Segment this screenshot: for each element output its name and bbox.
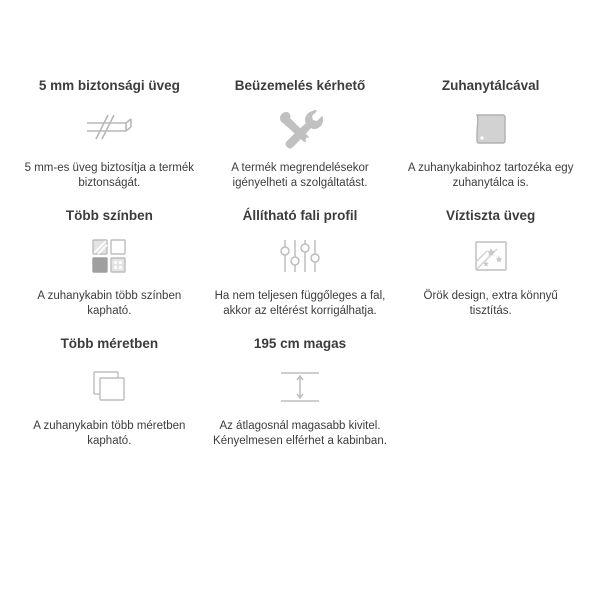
feature-description: A zuhanykabin több méretben kapható. [33, 419, 186, 448]
color-swatches-icon [85, 231, 133, 283]
feature-item [205, 336, 396, 450]
shower-tray-icon [467, 103, 515, 155]
feature-title: Több méretben [60, 335, 159, 351]
feature-item [14, 336, 205, 450]
feature-item [395, 208, 586, 320]
feature-item [395, 78, 586, 192]
feature-title: Víztiszta üveg [446, 207, 536, 223]
feature-title: Beüzemelés kérhető [234, 78, 366, 93]
feature-description: A zuhanykabin több színben kapható. [37, 289, 182, 318]
feature-description: Örök design, extra könnyű tisztítás. [423, 289, 558, 318]
adjustable-sliders-icon [271, 231, 329, 283]
safety-glass-pane-icon [82, 103, 136, 155]
tools-wrench-screwdriver-icon [274, 103, 326, 155]
feature-description: Az átlagosnál magasabb kivitel. Kényelmesen elférhet a kabinban. [213, 419, 387, 448]
feature-title: 5 mm biztonsági üveg [38, 78, 180, 93]
feature-item [205, 208, 396, 320]
multiple-sizes-frames-icon [85, 361, 133, 413]
feature-item [14, 208, 205, 320]
feature-description: A termék megrendelésekor igényelheti a szolgáltatást. [231, 161, 369, 190]
feature-item [14, 78, 205, 192]
feature-title: Zuhanytálcával [441, 78, 540, 93]
feature-title: Több színben [65, 207, 153, 223]
feature-title: Állítható fali profil [242, 207, 358, 223]
feature-description: A zuhanykabinhoz tartozéka egy zuhanytálca is. [407, 161, 574, 190]
feature-grid [14, 78, 586, 450]
height-measure-arrow-icon [271, 361, 329, 413]
feature-item [205, 78, 396, 192]
feature-description: 5 mm-es üveg biztosítja a termék biztonságát. [24, 161, 195, 190]
feature-title: 195 cm magas [253, 335, 347, 351]
feature-description: Ha nem teljesen függőleges a fal, akkor az eltérést korrigálhatja. [214, 289, 386, 318]
sparkle-clean-glass-icon [467, 231, 515, 283]
